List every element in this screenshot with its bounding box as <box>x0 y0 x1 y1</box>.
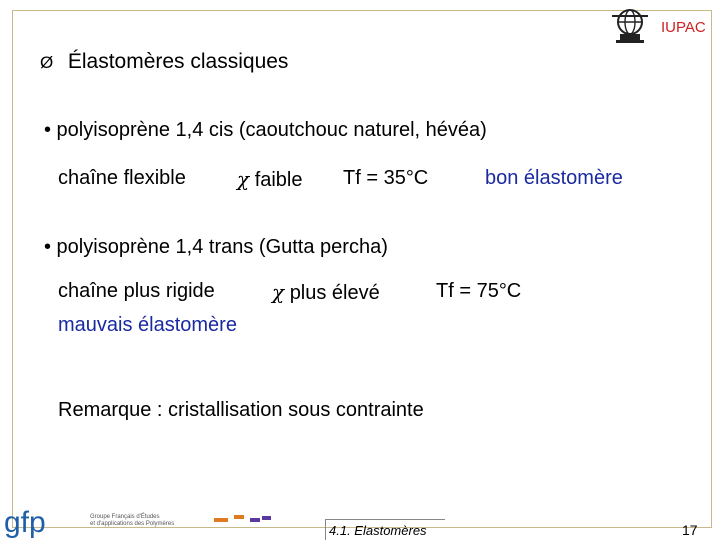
item-1-heading: • polyisoprène 1,4 cis (caoutchouc naturel, hévéa) <box>44 119 487 141</box>
iupac-logo-text: IUPAC <box>661 19 706 36</box>
item-2-tf: Tf = 75°C <box>436 280 522 302</box>
item-2-heading: • polyisoprène 1,4 trans (Gutta percha) <box>44 236 388 258</box>
footer-org-line-1: Groupe Français d'Études <box>90 514 160 520</box>
chi-symbol: χ <box>237 167 250 191</box>
item-1-chi <box>237 167 303 192</box>
item-2-chi-desc: plus élevé <box>289 282 380 304</box>
page-number: 17 <box>682 522 698 538</box>
remark-text: Remarque : cristallisation sous contrainte <box>58 399 424 421</box>
item-1-verdict: bon élastomère <box>485 167 623 189</box>
item-2-chain: chaîne plus rigide <box>58 280 215 302</box>
item-1-tf: Tf = 35°C <box>343 167 429 189</box>
footer-org-line-2: et d'applications des Polymères <box>90 521 175 527</box>
chi-symbol: χ <box>272 280 285 304</box>
item-1-chain: chaîne flexible <box>58 167 186 189</box>
gfp-logo-text: gfp <box>4 506 46 539</box>
item-2-verdict: mauvais élastomère <box>58 314 237 336</box>
decorative-dashes-icon <box>212 512 274 526</box>
gfp-logo <box>0 498 84 540</box>
footer-organization <box>90 514 174 528</box>
item-1-chi-desc: faible <box>254 169 303 191</box>
item-2-chi <box>272 280 380 305</box>
iupac-globe-icon <box>608 4 652 46</box>
slide-frame <box>12 10 712 528</box>
slide-title-text: Élastomères classiques <box>67 50 289 73</box>
footer-section-label: 4.1. Elastomères <box>325 519 445 540</box>
arrow-bullet-icon: Ø <box>40 53 54 72</box>
slide-title <box>40 50 288 74</box>
